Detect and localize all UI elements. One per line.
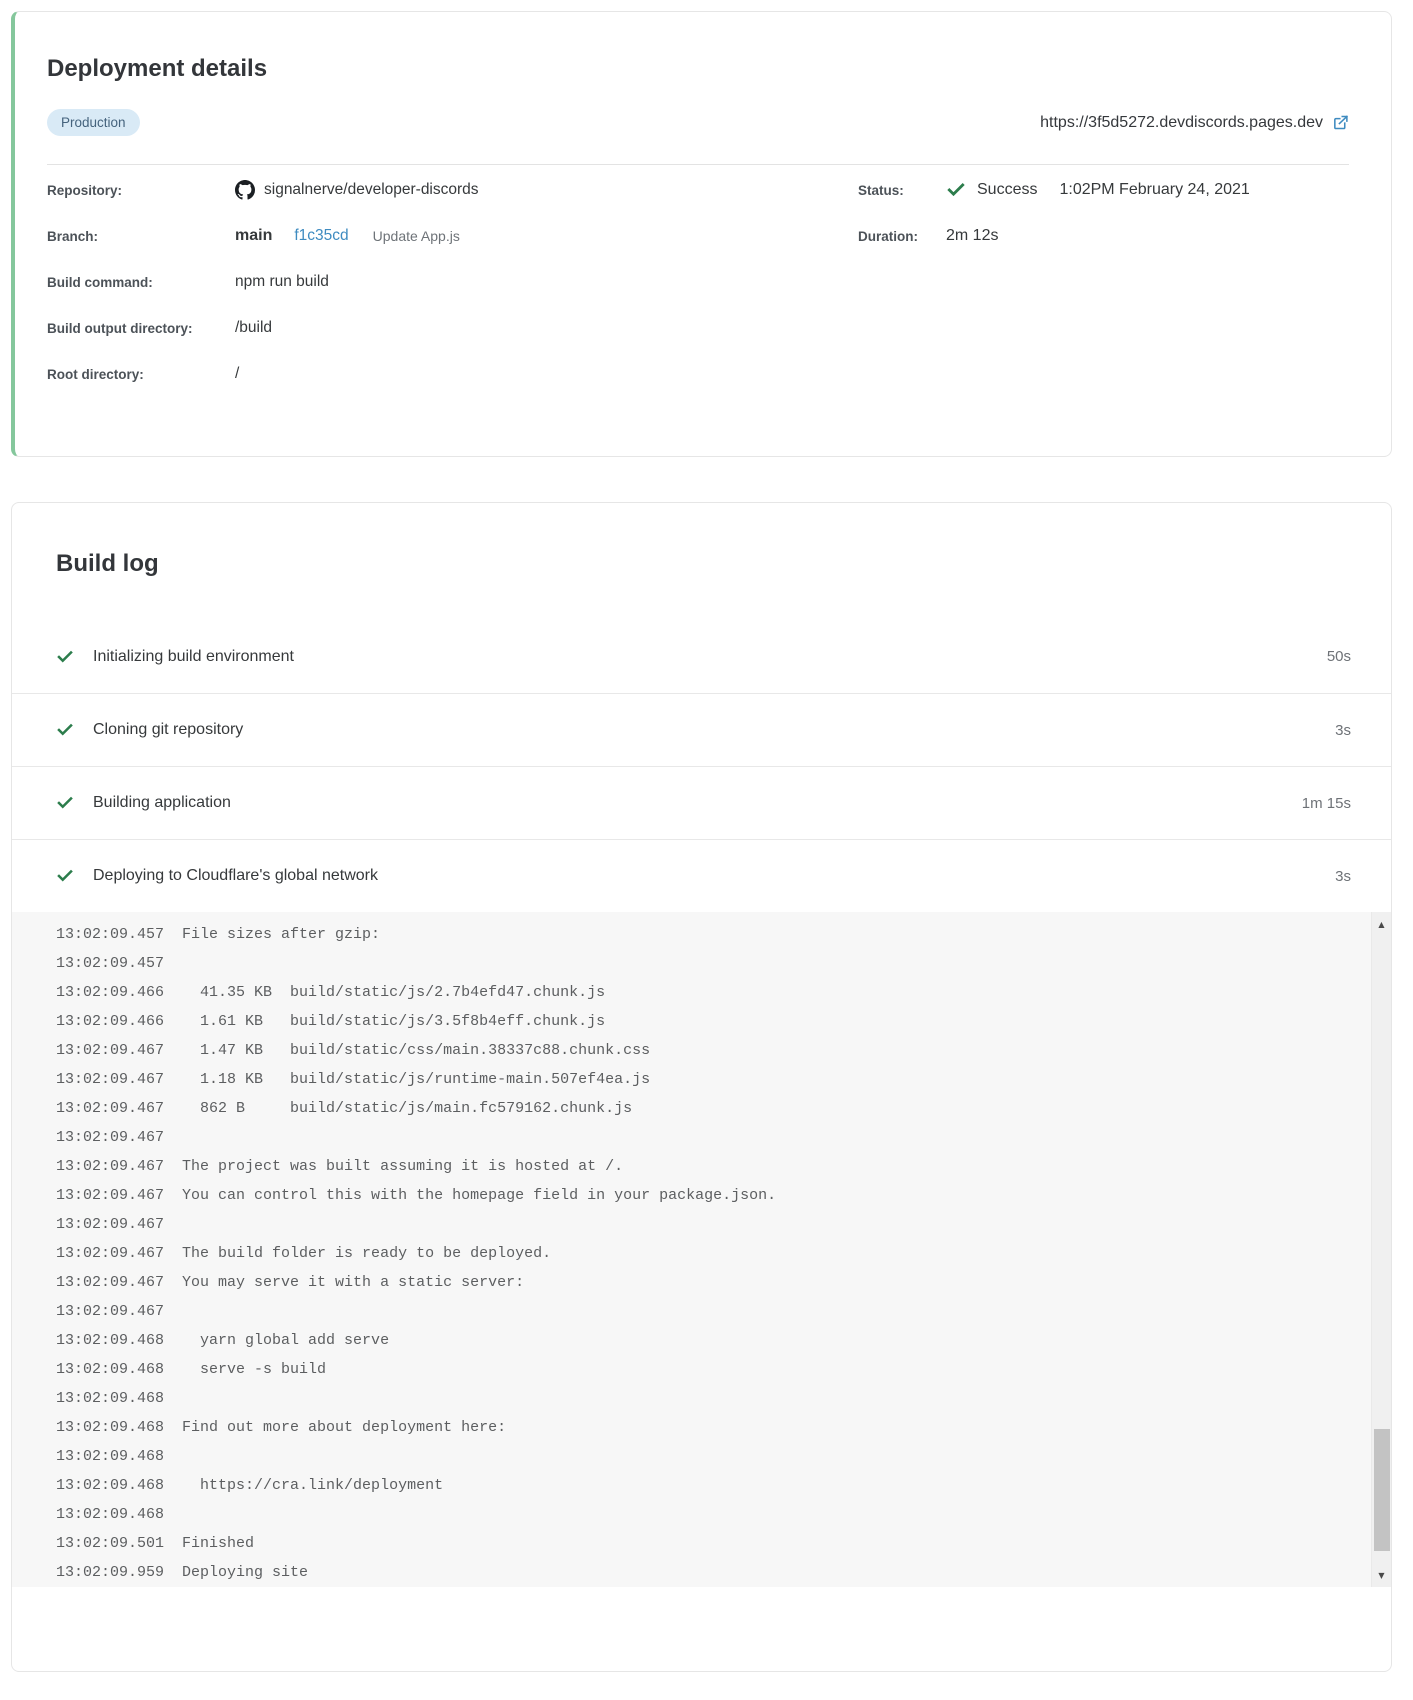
environment-badge: Production bbox=[47, 109, 140, 136]
log-message: 1.61 KB build/static/js/3.5f8b4eff.chunk.js bbox=[182, 1013, 606, 1030]
step-duration: 50s bbox=[1326, 648, 1351, 665]
build-output-directory-row bbox=[47, 305, 858, 351]
log-timestamp: 13:02:09.467 bbox=[56, 1129, 165, 1146]
step-label: Cloning git repository bbox=[93, 721, 244, 738]
log-lines bbox=[56, 920, 1321, 1587]
log-message: File sizes after gzip: bbox=[182, 926, 381, 943]
page-title: Deployment details bbox=[47, 55, 268, 82]
log-timestamp: 13:02:09.467 bbox=[56, 1274, 165, 1291]
log-timestamp: 13:02:09.466 bbox=[56, 1013, 165, 1030]
step-check-icon bbox=[56, 648, 74, 666]
log-message: You may serve it with a static server: bbox=[182, 1274, 525, 1291]
branch-name: main bbox=[235, 227, 273, 244]
log-line bbox=[56, 1413, 1321, 1442]
scroll-down-icon: ▼ bbox=[1378, 1570, 1385, 1580]
log-timestamp: 13:02:09.467 bbox=[56, 1071, 165, 1088]
build-log-card bbox=[11, 502, 1392, 1672]
log-message: 1.47 KB build/static/css/main.38337c88.chunk.css bbox=[182, 1042, 651, 1059]
log-message: You can control this with the homepage field in your package.json. bbox=[182, 1187, 777, 1204]
status-check-icon bbox=[946, 180, 966, 200]
log-timestamp: 13:02:09.467 bbox=[56, 1303, 165, 1320]
log-line bbox=[56, 1094, 1321, 1123]
step-label: Deploying to Cloudflare's global network bbox=[93, 867, 378, 884]
log-timestamp: 13:02:09.457 bbox=[56, 955, 165, 972]
log-line bbox=[56, 1529, 1321, 1558]
build-steps-list bbox=[12, 620, 1391, 912]
log-timestamp: 13:02:09.468 bbox=[56, 1448, 165, 1465]
log-message: yarn global add serve bbox=[182, 1332, 390, 1349]
log-line bbox=[56, 949, 1321, 978]
log-message: 1.18 KB build/static/js/runtime-main.507ef4ea.js bbox=[182, 1071, 651, 1088]
build-output-directory-value: /build bbox=[235, 319, 273, 336]
log-line bbox=[56, 1326, 1321, 1355]
build-step-row[interactable] bbox=[12, 766, 1391, 839]
build-output-directory-label: Build output directory: bbox=[47, 320, 193, 336]
step-duration: 1m 15s bbox=[1301, 794, 1351, 812]
commit-link[interactable]: f1c35cd bbox=[294, 227, 349, 244]
repository-row bbox=[47, 167, 858, 213]
badge-row bbox=[47, 109, 1349, 136]
step-check-icon bbox=[56, 867, 74, 885]
step-check-icon bbox=[56, 721, 74, 739]
log-message: The build folder is ready to be deployed. bbox=[182, 1245, 552, 1262]
duration-value: 2m 12s bbox=[946, 227, 999, 244]
scroll-down-button[interactable] bbox=[1372, 1563, 1391, 1587]
deployment-url-text: https://3f5d5272.devdiscords.pages.dev bbox=[1040, 113, 1323, 131]
log-timestamp: 13:02:09.468 bbox=[56, 1506, 165, 1523]
step-label: Initializing build environment bbox=[93, 647, 294, 665]
deployment-url-link[interactable] bbox=[1040, 114, 1349, 132]
log-timestamp: 13:02:09.457 bbox=[56, 926, 165, 943]
log-line bbox=[56, 1500, 1321, 1529]
log-message: 41.35 KB build/static/js/2.7b4efd47.chunk.js bbox=[182, 984, 606, 1001]
log-message: serve -s build bbox=[182, 1361, 327, 1378]
log-line bbox=[56, 1181, 1321, 1210]
log-scrollbar[interactable] bbox=[1371, 912, 1391, 1587]
log-message: 862 B build/static/js/main.fc579162.chunk.js bbox=[182, 1100, 633, 1117]
log-message: Deploying site bbox=[182, 1564, 309, 1581]
log-message: Find out more about deployment here: bbox=[182, 1419, 507, 1436]
log-line bbox=[56, 1065, 1321, 1094]
log-timestamp: 13:02:09.468 bbox=[56, 1419, 165, 1436]
log-timestamp: 13:02:09.467 bbox=[56, 1042, 165, 1059]
log-timestamp: 13:02:09.468 bbox=[56, 1390, 165, 1407]
log-message: Finished bbox=[182, 1535, 255, 1552]
log-line bbox=[56, 1355, 1321, 1384]
step-duration: 3s bbox=[1335, 721, 1351, 739]
build-log-title: Build log bbox=[56, 550, 159, 577]
log-line bbox=[56, 1442, 1321, 1471]
status-timestamp: 1:02PM February 24, 2021 bbox=[1059, 181, 1250, 198]
build-command-value: npm run build bbox=[235, 273, 329, 290]
fields-column-left bbox=[47, 167, 858, 397]
build-command-row bbox=[47, 259, 858, 305]
status-row bbox=[858, 167, 1349, 213]
log-timestamp: 13:02:09.959 bbox=[56, 1564, 165, 1581]
log-line bbox=[56, 1152, 1321, 1181]
log-line bbox=[56, 1297, 1321, 1326]
duration-label: Duration: bbox=[858, 228, 918, 244]
log-message: https://cra.link/deployment bbox=[182, 1477, 444, 1494]
log-line bbox=[56, 1123, 1321, 1152]
log-timestamp: 13:02:09.501 bbox=[56, 1535, 165, 1552]
branch-row bbox=[47, 213, 858, 259]
step-label: Building application bbox=[93, 794, 231, 811]
log-timestamp: 13:02:09.468 bbox=[56, 1477, 165, 1494]
log-line bbox=[56, 1471, 1321, 1500]
build-step-row[interactable] bbox=[12, 693, 1391, 766]
log-line bbox=[56, 1558, 1321, 1587]
external-link-icon[interactable] bbox=[1332, 114, 1349, 131]
status-value: Success bbox=[977, 181, 1038, 198]
step-check-icon bbox=[56, 794, 74, 812]
step-duration: 3s bbox=[1335, 867, 1351, 885]
root-directory-row bbox=[47, 351, 858, 397]
build-step-row[interactable] bbox=[12, 620, 1391, 693]
build-command-label: Build command: bbox=[47, 274, 153, 290]
log-message: The project was built assuming it is hosted at /. bbox=[182, 1158, 624, 1175]
scroll-up-button[interactable] bbox=[1372, 912, 1391, 936]
log-line bbox=[56, 1007, 1321, 1036]
log-line bbox=[56, 1384, 1321, 1413]
log-line bbox=[56, 920, 1321, 949]
scroll-up-icon: ▲ bbox=[1378, 919, 1385, 929]
deployment-details-card bbox=[11, 11, 1392, 457]
log-timestamp: 13:02:09.466 bbox=[56, 984, 165, 1001]
build-step-row[interactable] bbox=[12, 839, 1391, 912]
log-line bbox=[56, 1268, 1321, 1297]
log-timestamp: 13:02:09.467 bbox=[56, 1187, 165, 1204]
log-timestamp: 13:02:09.467 bbox=[56, 1100, 165, 1117]
root-directory-label: Root directory: bbox=[47, 366, 144, 382]
divider bbox=[47, 164, 1349, 165]
status-label: Status: bbox=[858, 182, 904, 198]
fields-column-right bbox=[858, 167, 1349, 397]
log-timestamp: 13:02:09.468 bbox=[56, 1332, 165, 1349]
repository-label: Repository: bbox=[47, 182, 123, 198]
branch-label: Branch: bbox=[47, 228, 99, 244]
log-timestamp: 13:02:09.467 bbox=[56, 1158, 165, 1175]
log-line bbox=[56, 978, 1321, 1007]
duration-row bbox=[858, 213, 1349, 259]
log-line bbox=[56, 1210, 1321, 1239]
log-timestamp: 13:02:09.467 bbox=[56, 1216, 165, 1233]
github-icon bbox=[235, 180, 255, 200]
log-timestamp: 13:02:09.467 bbox=[56, 1245, 165, 1262]
log-line bbox=[56, 1036, 1321, 1065]
commit-message: Update App.js bbox=[372, 228, 460, 244]
log-line bbox=[56, 1239, 1321, 1268]
root-directory-value: / bbox=[235, 365, 240, 382]
scroll-thumb[interactable] bbox=[1374, 1429, 1390, 1551]
deployment-fields bbox=[47, 167, 1349, 397]
log-timestamp: 13:02:09.468 bbox=[56, 1361, 165, 1378]
build-log-output[interactable] bbox=[12, 912, 1391, 1587]
repository-value: signalnerve/developer-discords bbox=[264, 181, 479, 198]
